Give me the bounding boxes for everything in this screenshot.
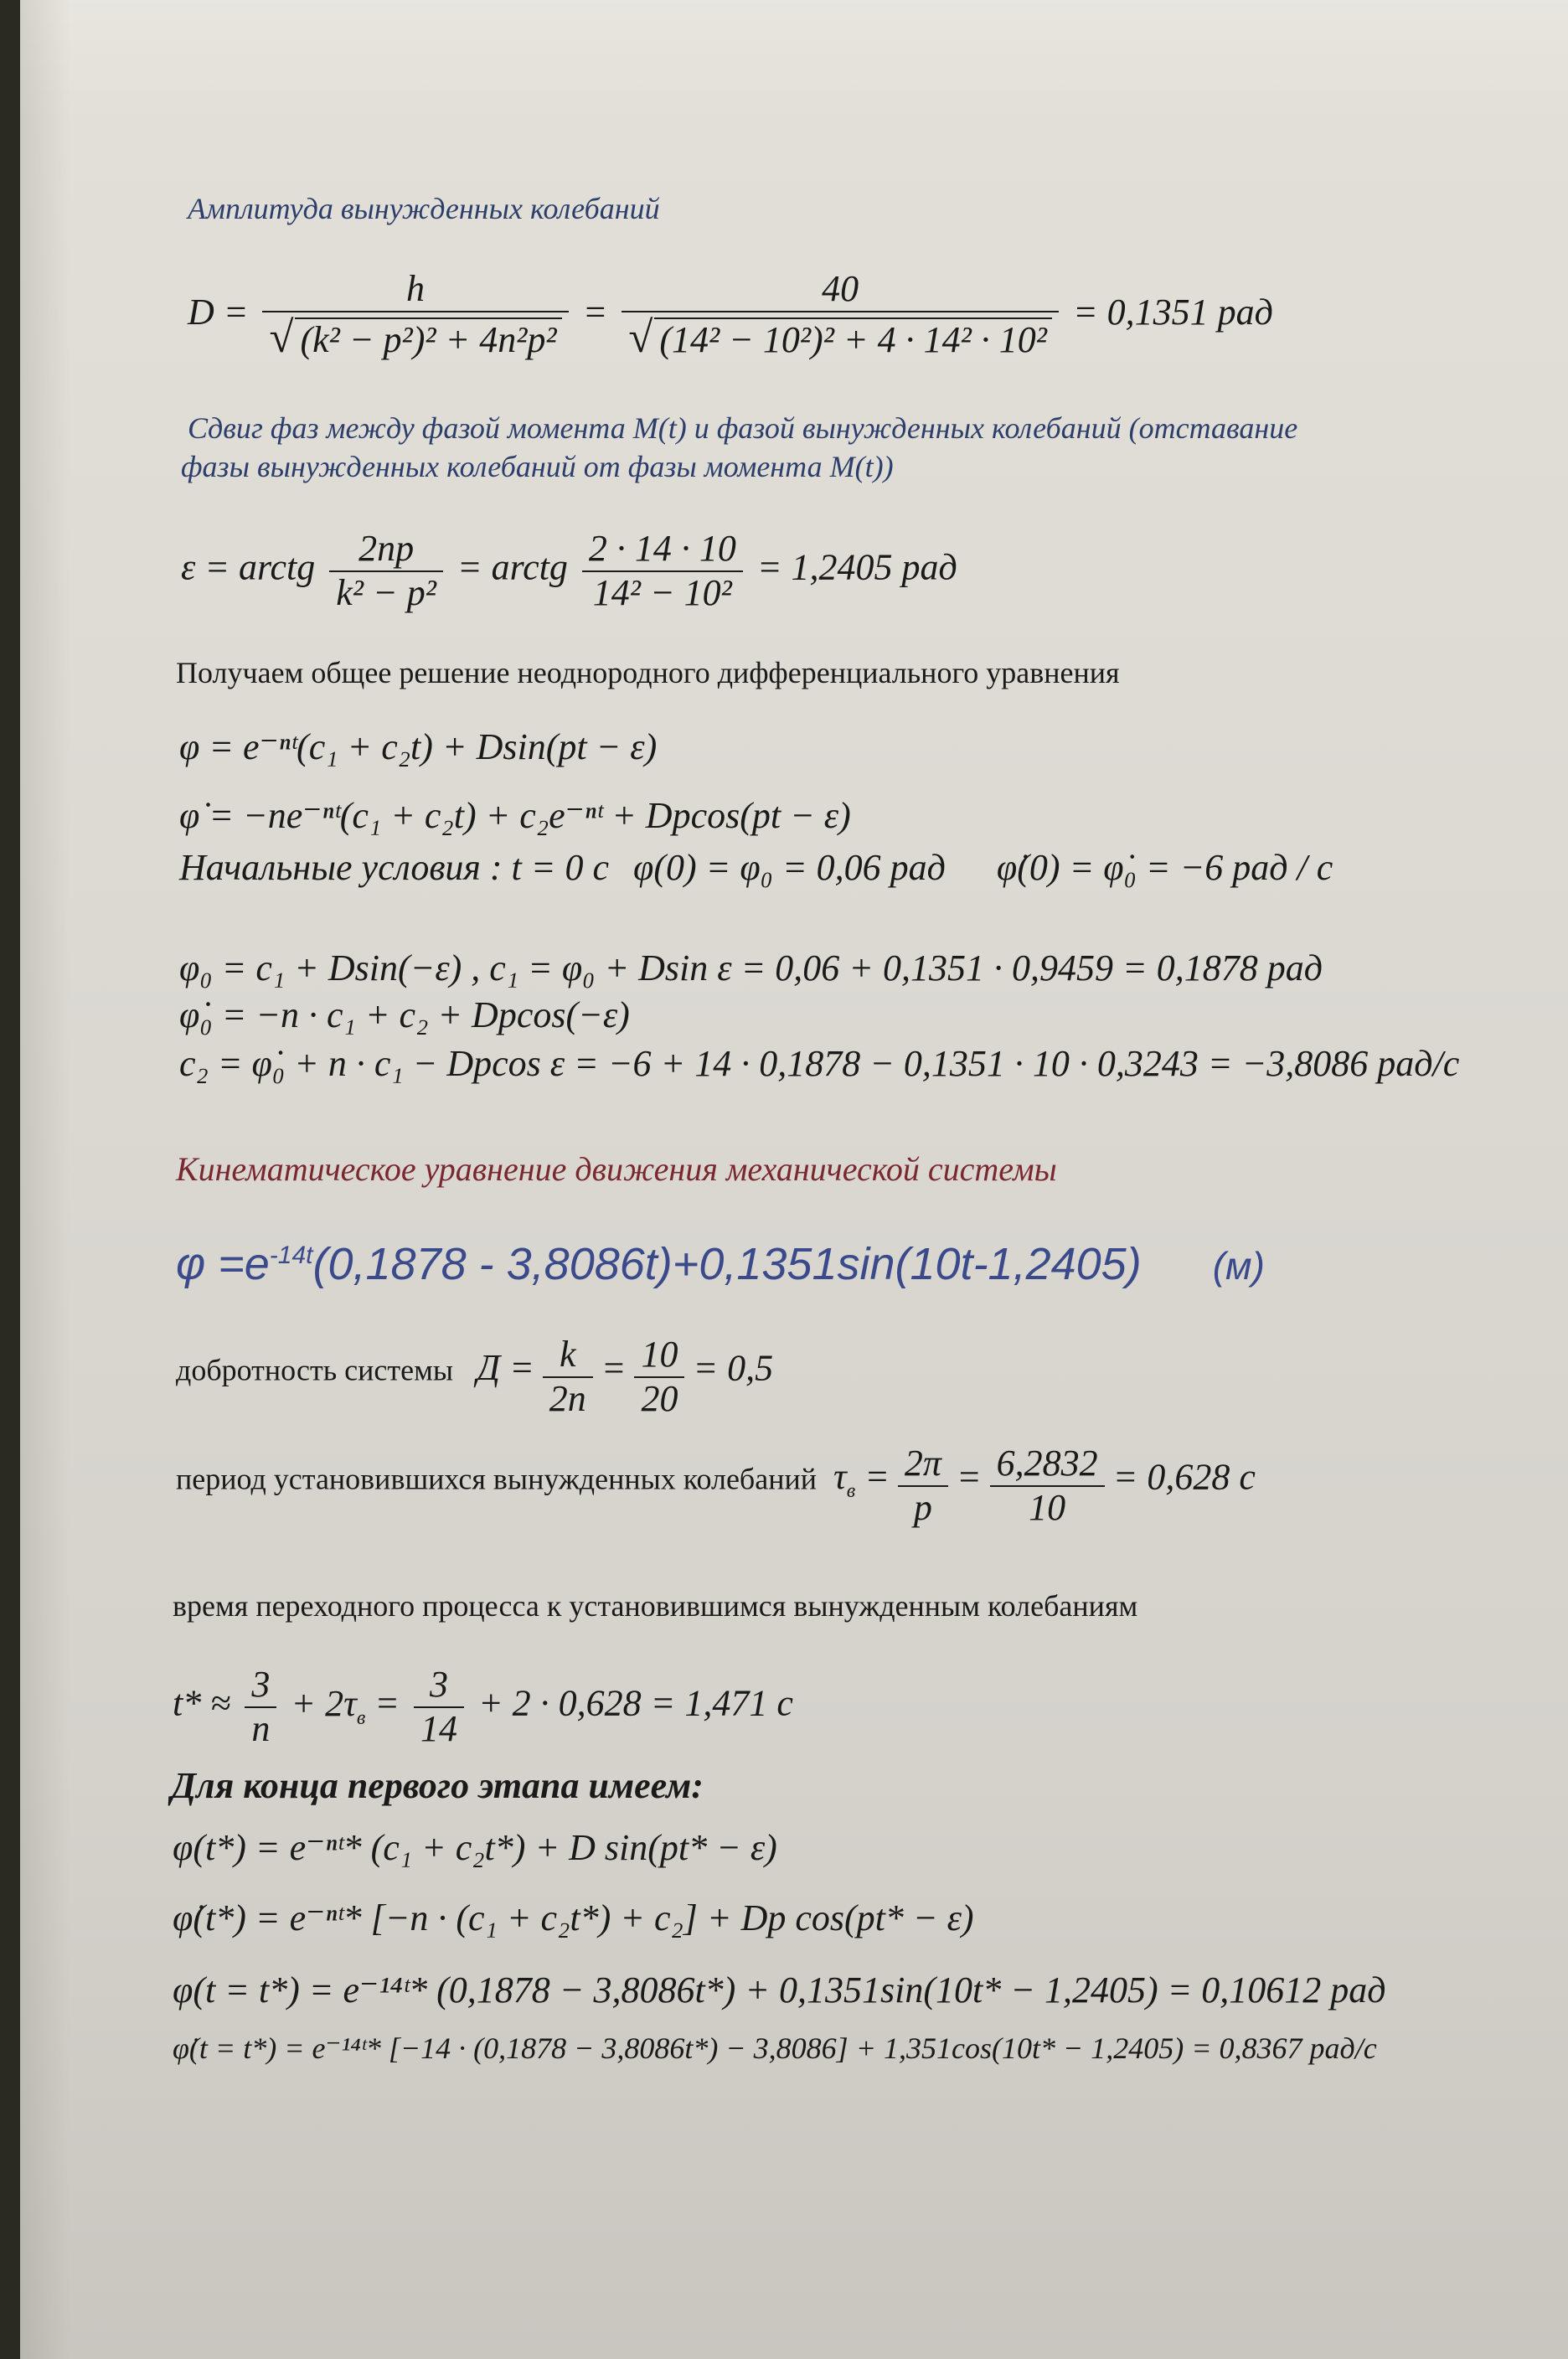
period-label: период установившихся вынужденных колебаний	[176, 1462, 818, 1496]
general-solution-line-1: φ = e⁻ⁿᵗ(c₁ + c₂t) + Dsin(pt − ε)	[179, 726, 658, 767]
kinematic-equation	[176, 1238, 1265, 1290]
phase-num1: 2np	[329, 528, 443, 572]
amplitude-num1: h	[262, 268, 568, 312]
amplitude-den2: (14² − 10²)² + 4 · 14² · 10²	[654, 317, 1052, 360]
transition-den2: 14	[420, 1707, 457, 1749]
phase-den2: 14² − 10²	[592, 571, 732, 613]
amplitude-den1: (k² − p²)² + 4n²p²	[295, 317, 561, 360]
phase-equation	[181, 528, 957, 614]
kinematic-unit: (м)	[1212, 1244, 1265, 1288]
constants-line-1: φ₀ = c₁ + Dsin(−ε) , c₁ = φ₀ + Dsin ε = 0,06 + 0,1351 · 0,9459 = 0,1878 рад	[179, 947, 1323, 989]
transition-eq: =	[374, 1682, 400, 1724]
period-sub: в	[846, 1480, 856, 1503]
amplitude-equation	[188, 268, 1273, 363]
amplitude-fraction-2: $\frac{40}{\text{√ (14² − 10²)² + 4 · 14² · 10²}}$	[622, 268, 1059, 363]
amplitude-fraction-1: $\frac{h}{\text{√ (k² − p²)² + 4n²p²}}$	[262, 268, 568, 363]
constants-line-3: c₂ = φ̇₀ + n · c₁ − Dpcos ε = −6 + 14 · 0,1878 − 0,1351 · 10 · 0,3243 = −3,8086 рад/с	[179, 1043, 1460, 1084]
kinematic-heading: Кинематическое уравнение движения механической системы	[176, 1150, 1057, 1188]
transition-fraction-1	[245, 1664, 276, 1750]
kinematic-lhs: φ =e	[176, 1239, 270, 1289]
quality-lhs: Д =	[477, 1347, 534, 1389]
phase-shift-heading-line2: фазы вынужденных колебаний от фазы момента M(t))	[181, 450, 894, 483]
kinematic-exp: -14t	[269, 1241, 313, 1269]
initial-phi0: φ(0) = φ₀ = 0,06 рад	[632, 847, 946, 888]
period-result: = 0,628 с	[1112, 1456, 1256, 1498]
phase-result: = 1,2405 рад	[756, 546, 957, 588]
initial-conditions	[179, 846, 1333, 889]
quality-den1: 2n	[549, 1377, 586, 1419]
transition-num2: 3	[414, 1664, 464, 1708]
quality-fraction-1	[543, 1334, 593, 1420]
phase-fraction-1	[329, 528, 443, 614]
kinematic-rest: (0,1878 - 3,8086t)+0,1351sin(10t-1,2405)	[312, 1239, 1142, 1289]
transition-num1: 3	[245, 1664, 276, 1708]
amplitude-result: = 0,1351 рад	[1072, 291, 1273, 333]
amplitude-num2: 40	[622, 268, 1059, 312]
quality-num2: 10	[634, 1334, 684, 1378]
amplitude-lhs: D =	[188, 291, 249, 333]
phase-num2: 2 · 14 · 10	[582, 528, 743, 572]
end-line-2: φ̇(t*) = e⁻ⁿᵗ* [−n · (c₁ + c₂t*) + c₂] + Dp cos(pt* − ε)	[173, 1897, 974, 1938]
period-num1: 2π	[898, 1443, 948, 1487]
transition-equation	[173, 1664, 793, 1750]
end-line-4: φ̇(t = t*) = e⁻¹⁴ᵗ* [−14 · (0,1878 − 3,8086t*) − 3,8086] + 1,351cos(10t* − 1,2405) = 0,8367 рад/с	[173, 2031, 1377, 2065]
transition-result: + 2 · 0,628 = 1,471 с	[477, 1682, 793, 1724]
amplitude-eq-sign: =	[582, 291, 608, 333]
end-first-stage-heading: Для конца первого этапа имеем:	[171, 1765, 704, 1806]
general-solution-text: Получаем общее решение неоднородного дифференциального уравнения	[176, 656, 1120, 689]
quality-eq: =	[601, 1347, 627, 1389]
period-lhs: τ	[833, 1456, 847, 1498]
quality-factor	[176, 1334, 773, 1420]
constants-line-2: φ̇₀ = −n · c₁ + c₂ + Dpcos(−ε)	[179, 994, 630, 1035]
phase-shift-heading-line1: Сдвиг фаз между фазой момента M(t) и фазой вынужденных колебаний (отставание	[188, 411, 1298, 445]
initial-dphi0: φ̇(0) = φ̇₀ = −6 рад / с	[996, 847, 1333, 888]
transition-den1: n	[251, 1707, 271, 1749]
period	[176, 1443, 1256, 1529]
transition-fraction-2	[414, 1664, 464, 1750]
phase-mid: = arctg	[456, 546, 568, 588]
quality-label: добротность системы	[176, 1353, 454, 1387]
end-line-3: φ(t = t*) = e⁻¹⁴ᵗ* (0,1878 − 3,8086t*) + 0,1351sin(10t* − 1,2405) = 0,10612 рад	[173, 1969, 1386, 2011]
period-eq1: =	[864, 1456, 890, 1498]
period-fraction-2	[990, 1443, 1105, 1529]
transition-mid: + 2τ	[291, 1682, 357, 1724]
initial-conditions-label: Начальные условия : t = 0 c	[179, 847, 609, 888]
quality-num1: k	[543, 1334, 593, 1378]
amplitude-heading: Амплитуда вынужденных колебаний	[188, 192, 660, 225]
phase-den1: k² − p²	[336, 571, 436, 613]
transition-sub: в	[356, 1706, 366, 1729]
phase-fraction-2	[582, 528, 743, 614]
end-line-1: φ(t*) = e⁻ⁿᵗ* (c₁ + c₂t*) + D sin(pt* − ε)	[173, 1827, 777, 1868]
period-fraction-1	[898, 1443, 948, 1529]
quality-den2: 20	[641, 1377, 678, 1419]
transition-lhs: t* ≈	[173, 1682, 231, 1724]
transition-label: время переходного процесса к установившимся вынужденным колебаниям	[173, 1589, 1138, 1623]
period-den1: p	[913, 1486, 932, 1528]
document-page	[20, 0, 1568, 2359]
period-num2: 6,2832	[990, 1443, 1105, 1487]
phase-lhs: ε = arctg	[181, 546, 316, 588]
quality-result: = 0,5	[693, 1347, 774, 1389]
period-den2: 10	[1029, 1486, 1066, 1528]
general-solution-line-2: φ̇ = −ne⁻ⁿᵗ(c₁ + c₂t) + c₂e⁻ⁿᵗ + Dpcos(pt − ε)	[179, 795, 851, 836]
quality-fraction-2	[634, 1334, 684, 1420]
period-eq2: =	[956, 1456, 982, 1498]
